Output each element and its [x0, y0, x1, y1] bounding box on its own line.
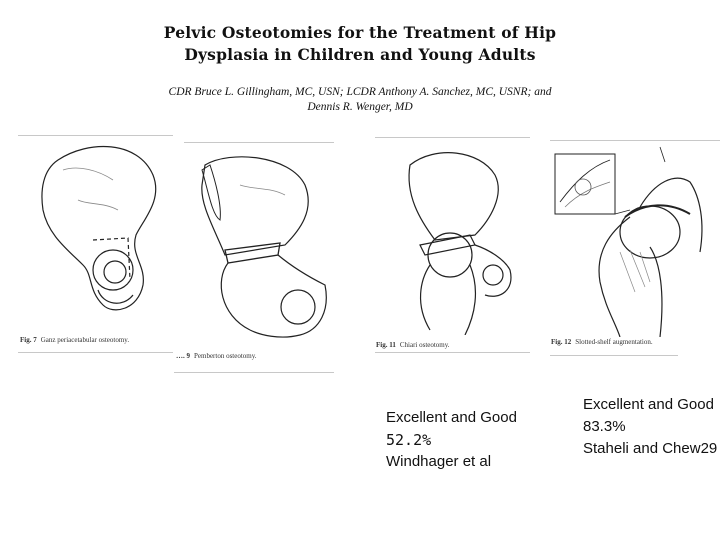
author-list [120, 85, 600, 115]
figure-12-caption: Fig. 12 Slotted-shelf augmentation. [551, 338, 653, 346]
note-1-line-1: Excellent and Good [386, 409, 517, 426]
note-1-line-3: Windhager et al [386, 453, 492, 470]
figure-9-label: …. 9 [176, 352, 190, 360]
figure-11-top-rule [375, 137, 530, 138]
figure-7-label: Fig. 7 [20, 336, 37, 344]
figure-7-top-rule [18, 135, 173, 136]
figure-12-top-rule [550, 140, 720, 141]
figure-7-bottom-rule [18, 352, 173, 353]
figure-12-label: Fig. 12 [551, 338, 572, 346]
result-note-staheli-clip [583, 394, 720, 464]
figure-9-caption: …. 9 Pemberton osteotomy. [176, 352, 257, 360]
paper-title [0, 22, 720, 66]
note-2-line-1: Excellent and Good [583, 396, 714, 413]
figure-12-bottom-rule [550, 355, 678, 356]
title-line-2: Dysplasia in Children and Young Adults [184, 45, 536, 64]
figure-9-bottom-rule [174, 372, 334, 373]
figure-7-caption: Fig. 7 Ganz periacetabular osteotomy. [20, 336, 130, 344]
figure-12-slotted-shelf-illustration [550, 142, 720, 337]
figure-7-ganz-illustration [18, 140, 178, 330]
figure-11-caption: Fig. 11 Chiari osteotomy. [376, 341, 450, 349]
authors-line-1: CDR Bruce L. Gillingham, MC, USN; LCDR Anthony A. Sanchez, MC, USNR; and [168, 86, 552, 98]
figure-11-chiari-illustration [375, 140, 535, 335]
figure-11-label: Fig. 11 [376, 341, 396, 349]
note-2-line-3: Staheli and Chew29 [583, 440, 718, 457]
figure-9-top-rule [184, 142, 334, 143]
figure-9-pemberton-illustration [180, 145, 340, 350]
figure-11-bottom-rule [375, 352, 530, 353]
authors-line-2: Dennis R. Wenger, MD [307, 101, 413, 113]
title-line-1: Pelvic Osteotomies for the Treatment of Hip [163, 23, 557, 42]
result-note-staheli [583, 394, 717, 460]
result-note-windhager [386, 407, 517, 473]
note-1-percentage: 52.2% [386, 431, 432, 449]
note-2-percentage: 83.3% [583, 418, 626, 435]
